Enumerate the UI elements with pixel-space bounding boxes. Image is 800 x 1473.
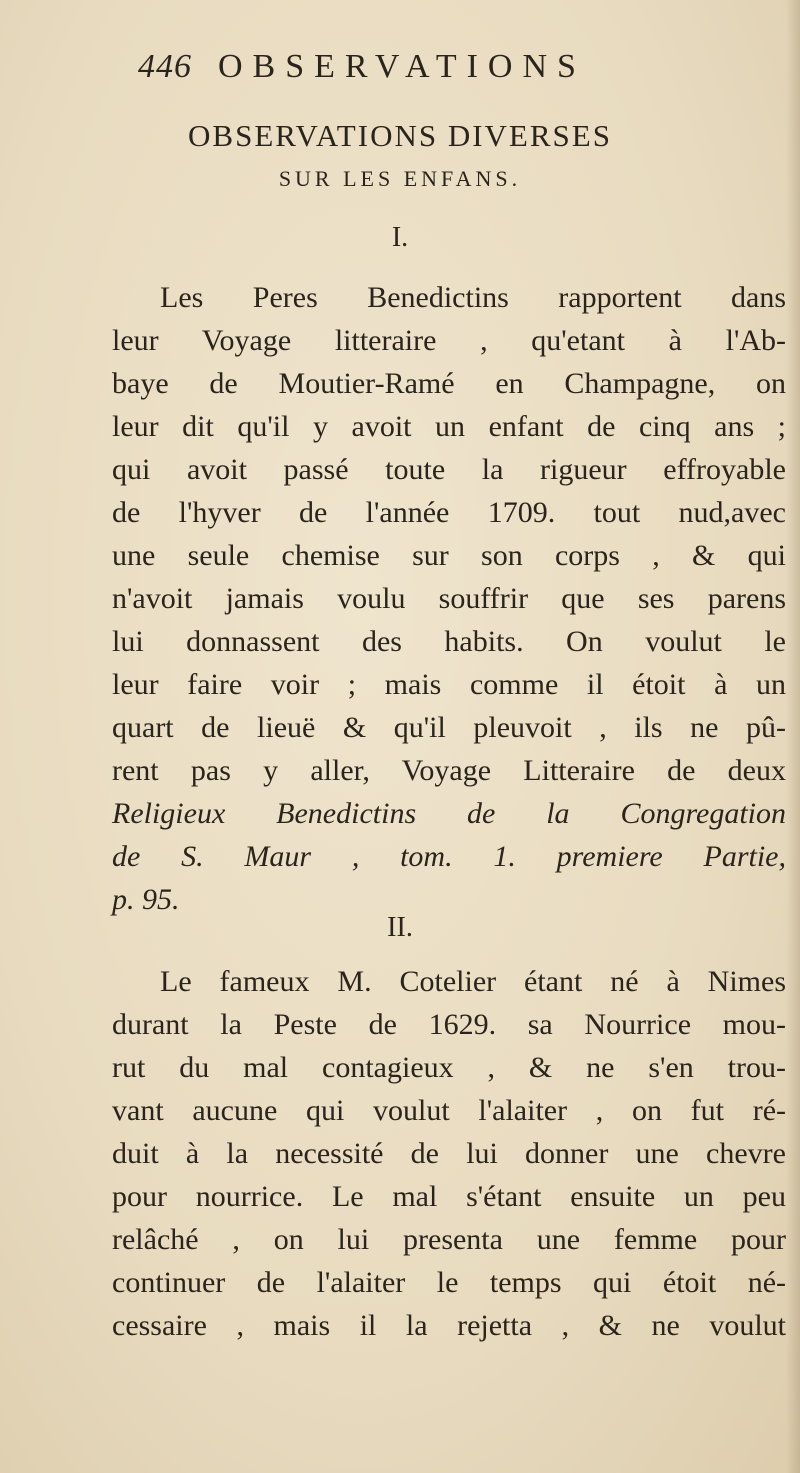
chapter-subtitle: SUR LES ENFANS. [278, 166, 522, 191]
text-line: rent pas y aller, Voyage Litteraire de deux [112, 754, 786, 787]
text-line: rut du mal contagieux , & ne s'en trou- [112, 1051, 786, 1084]
text-line: une seule chemise sur son corps , & qui [112, 539, 786, 572]
running-head [138, 48, 698, 94]
text-line: relâché , on lui presenta une femme pour [112, 1223, 786, 1256]
text-line: qui avoit passé toute la rigueur effroyable [112, 453, 786, 486]
text-line: quart de lieuë & qu'il pleuvoit , ils ne pû- [112, 711, 786, 744]
text-line: n'avoit jamais voulu souffrir que ses parens [112, 582, 786, 615]
text-line: leur Voyage litteraire , qu'etant à l'Ab- [112, 324, 786, 357]
text-line: Les Peres Benedictins rapportent dans [160, 281, 786, 314]
text-line: cessaire , mais il la rejetta , & ne voulut [112, 1309, 786, 1342]
section-number-1: I. [391, 222, 409, 253]
chapter-title: OBSERVATIONS DIVERSES [188, 118, 612, 153]
page-edge-shadow [786, 0, 800, 1473]
section-number-2: II. [387, 912, 413, 943]
text-line: pour nourrice. Le mal s'étant ensuite un peu [112, 1180, 786, 1213]
text-line: leur faire voir ; mais comme il étoit à un [112, 668, 786, 701]
text-line: lui donnassent des habits. On voulut le [112, 625, 786, 658]
text-line: de l'hyver de l'année 1709. tout nud,avec [112, 496, 786, 529]
text-line: p. 95. [112, 883, 180, 916]
text-line: continuer de l'alaiter le temps qui étoit né- [112, 1266, 786, 1299]
text-line: Le fameux M. Cotelier étant né à Nimes [160, 965, 786, 998]
running-head-title: OBSERVATIONS [218, 48, 586, 85]
page-number: 446 [138, 48, 192, 85]
text-line: duit à la necessité de lui donner une chevre [112, 1137, 786, 1170]
text-line: baye de Moutier-Ramé en Champagne, on [112, 367, 786, 400]
text-line: de S. Maur , tom. 1. premiere Partie, [112, 840, 786, 873]
text-line: leur dit qu'il y avoit un enfant de cinq ans ; [112, 410, 786, 443]
text-line: durant la Peste de 1629. sa Nourrice mou- [112, 1008, 786, 1041]
text-line: Religieux Benedictins de la Congregation [112, 797, 786, 830]
text-line: vant aucune qui voulut l'alaiter , on fut ré- [112, 1094, 786, 1127]
